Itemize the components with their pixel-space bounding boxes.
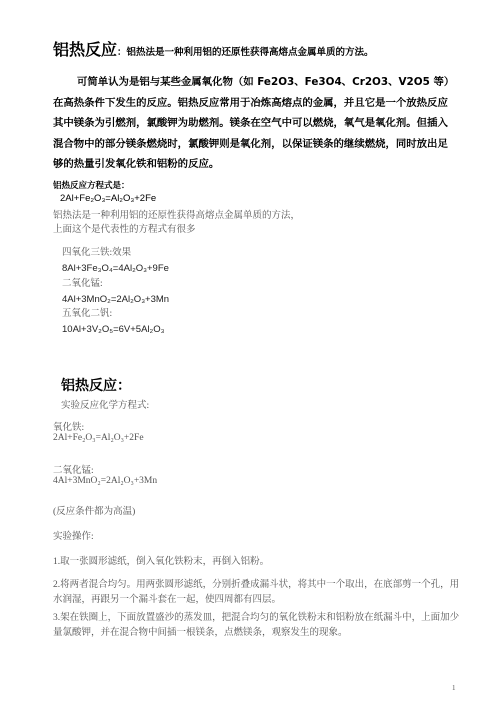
iron-oxide-label: 氧化铁:: [53, 423, 85, 433]
iron-oxide-equation: 2Al+Fe₂O₃=Al₂O₃+2Fe: [53, 433, 144, 443]
operations-label: 实验操作:: [53, 532, 94, 542]
step-1: 1.取一张圆形滤纸，倒入氧化铁粉末，再倒入铝粉。: [53, 557, 270, 567]
condition-note: (反应条件都为高温): [53, 507, 136, 517]
note-line-2: 上面这个是代表性的方程式有很多: [53, 225, 196, 235]
example-name: 四氧化三铁:效果: [62, 248, 132, 258]
heading-subtitle: ：铝热法是一种利用铝的还原性获得高熔点金属单质的方法。: [117, 47, 374, 58]
equation-header: 铝热反应方程式是：: [53, 181, 130, 191]
main-heading: [53, 37, 473, 60]
section-heading: 铝热反应：: [61, 378, 131, 394]
note-line-1: 铝热法是一种利用铝的还原性获得高熔点金属单质的方法，: [53, 211, 301, 221]
page-number: 1: [452, 684, 456, 692]
example-equation: 4Al+3MnO₂=2Al₂O₃+3Mn: [62, 293, 170, 305]
example-equation: 10Al+3V₂O₅=6V+5Al₂O₃: [62, 324, 165, 336]
step-3: 3.架在铁圈上，下面放置盛沙的蒸发皿，把混合均匀的氧化铁粉末和铝粉放在纸漏斗中，上面加少量氯酸钾，并在混合物中间插一根镁条，点燃镁条，观察发生的现象。: [53, 613, 460, 638]
experiment-intro: 实验反应化学方程式:: [61, 401, 150, 411]
intro-paragraph: 可简单认为是铝与某些金属氧化物（如 Fe2O3、Fe3O4、Cr2O3、V2O5 等）在高热条件下发生的反应。铝热反应常用于冶炼高熔点的金属，并且它是一个放热反应其中镁条为引燃剂，氯酸钾为助燃剂。镁条在空气中可以燃烧，氧气是氧化剂。但插入混合物中的部分镁条燃烧时，氯酸钾则是氧化剂，以保证镁条的继续燃烧，同时放出足够的热量引发氧化铁和铝粉的反应。: [53, 76, 455, 170]
example-equation: 8Al+3Fe₃O₄=4Al₂O₃+9Fe: [62, 263, 169, 275]
heading-title: 铝热反应: [53, 40, 118, 59]
example-equations: [62, 246, 169, 338]
mn-equation: 4Al+3MnO₂=2Al₂O₃+3Mn: [53, 476, 158, 486]
mn-label: 二氧化锰:: [53, 466, 94, 476]
example-name: 二氧化锰:: [62, 278, 103, 289]
step-2: 2.将两者混合均匀。用两张圆形滤纸，分别折叠成漏斗状，将其中一个取出，在底部剪一个孔，用水润湿，再跟另一个漏斗套在一起，使四周都有四层。: [53, 580, 460, 605]
equation-main: 2Al+Fe₂O₃=Al₂O₃+2Fe: [60, 193, 157, 204]
example-name: 五氧化二钒:: [62, 309, 113, 320]
